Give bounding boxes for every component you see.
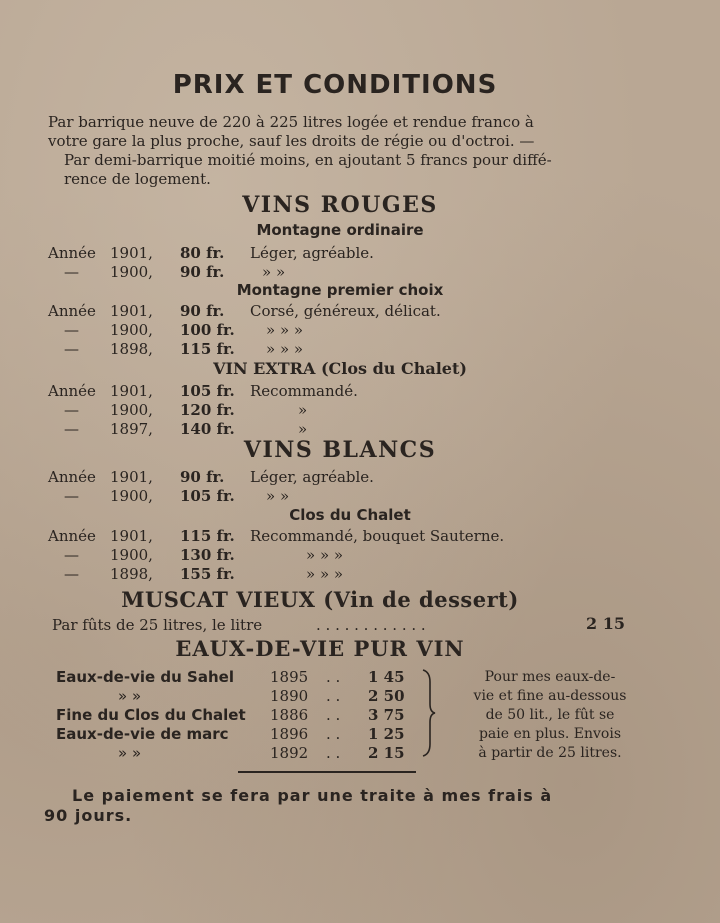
footer-line-1: Le paiement se fera par une traite à mes frais à bbox=[72, 786, 553, 805]
row-year: 1901, bbox=[110, 527, 153, 545]
row-label: Année bbox=[48, 382, 96, 400]
spirit-dots: . . bbox=[326, 687, 341, 705]
spirit-dots: . . bbox=[326, 668, 341, 686]
spirit-dots: . . bbox=[326, 744, 341, 762]
row-price: 100 fr. bbox=[180, 321, 235, 339]
row-note: Recommandé, bouquet Sauterne. bbox=[250, 527, 505, 545]
row-note: Corsé, généreux, délicat. bbox=[250, 302, 441, 320]
row-label: — bbox=[64, 263, 79, 281]
row-label: — bbox=[64, 340, 79, 358]
section-heading-rouges: VINS ROUGES bbox=[242, 192, 438, 218]
row-year: 1898, bbox=[110, 565, 153, 583]
row-note: » » bbox=[262, 263, 286, 281]
row-label: Année bbox=[48, 527, 96, 545]
row-year: 1900, bbox=[110, 401, 153, 419]
brace-icon bbox=[420, 668, 438, 758]
row-label: Année bbox=[48, 244, 96, 262]
spirit-year: 1895 bbox=[270, 668, 309, 686]
spirit-name: Fine du Clos du Chalet bbox=[56, 706, 246, 724]
spirit-name: » » bbox=[118, 687, 142, 705]
spirit-price: 1 25 bbox=[368, 725, 405, 743]
muscat-line: Par fûts de 25 litres, le litre bbox=[52, 616, 263, 634]
side-note-line-3: de 50 lit., le fût se bbox=[485, 707, 615, 723]
side-note-line-4: paie en plus. Envois bbox=[478, 726, 622, 742]
footer-line-2: 90 jours. bbox=[44, 806, 133, 825]
row-note: Recommandé. bbox=[250, 382, 358, 400]
spirit-name: » » bbox=[118, 744, 142, 762]
intro-line-4: rence de logement. bbox=[64, 170, 211, 188]
row-price: 120 fr. bbox=[180, 401, 235, 419]
row-price: 90 fr. bbox=[180, 263, 225, 281]
spirit-dots: . . bbox=[326, 706, 341, 724]
row-note: » bbox=[298, 401, 308, 419]
spirit-price: 1 45 bbox=[368, 668, 405, 686]
row-year: 1900, bbox=[110, 546, 153, 564]
section-heading-blancs: VINS BLANCS bbox=[243, 437, 437, 463]
muscat-price: 2 15 bbox=[586, 614, 625, 633]
muscat-dots: . . . . . . . . . . . . bbox=[316, 616, 426, 634]
row-note: » » » bbox=[266, 321, 304, 339]
row-label: — bbox=[64, 401, 79, 419]
row-label: Année bbox=[48, 468, 96, 486]
subheading-ordinaire: Montagne ordinaire bbox=[256, 221, 424, 239]
row-note: » » » bbox=[306, 565, 344, 583]
row-year: 1900, bbox=[110, 321, 153, 339]
row-price: 155 fr. bbox=[180, 565, 235, 583]
row-price: 115 fr. bbox=[180, 527, 235, 545]
row-price: 90 fr. bbox=[180, 468, 225, 486]
row-price: 80 fr. bbox=[180, 244, 225, 262]
row-label: — bbox=[64, 321, 79, 339]
row-label: — bbox=[64, 546, 79, 564]
row-year: 1898, bbox=[110, 340, 153, 358]
row-note: » » » bbox=[306, 546, 344, 564]
spirit-year: 1886 bbox=[270, 706, 309, 724]
subheading-premier-choix: Montagne premier choix bbox=[236, 281, 444, 299]
row-label: — bbox=[64, 565, 79, 583]
row-label: — bbox=[64, 487, 79, 505]
spirit-year: 1890 bbox=[270, 687, 309, 705]
subheading-clos-du-chalet: Clos du Chalet bbox=[289, 506, 411, 524]
side-note-line-1: Pour mes eaux-de- bbox=[484, 669, 616, 685]
row-year: 1901, bbox=[110, 302, 153, 320]
spirit-year: 1896 bbox=[270, 725, 309, 743]
row-note: Léger, agréable. bbox=[250, 244, 374, 262]
row-year: 1901, bbox=[110, 468, 153, 486]
row-price: 90 fr. bbox=[180, 302, 225, 320]
row-price: 105 fr. bbox=[180, 382, 235, 400]
section-heading-muscat: MUSCAT VIEUX (Vin de dessert) bbox=[121, 587, 519, 612]
spirit-name: Eaux-de-vie de marc bbox=[56, 725, 229, 743]
row-year: 1901, bbox=[110, 244, 153, 262]
row-note: » » bbox=[266, 487, 290, 505]
row-price: 105 fr. bbox=[180, 487, 235, 505]
side-note-line-5: à partir de 25 litres. bbox=[478, 745, 622, 761]
intro-line-2: votre gare la plus proche, sauf les droits de régie ou d'octroi. — bbox=[48, 132, 535, 150]
divider bbox=[238, 771, 416, 773]
page-title: PRIX ET CONDITIONS bbox=[172, 70, 498, 100]
row-year: 1900, bbox=[110, 263, 153, 281]
row-note: Léger, agréable. bbox=[250, 468, 374, 486]
row-note: » bbox=[298, 420, 308, 438]
intro-line-3: Par demi-barrique moitié moins, en ajoutant 5 francs pour diffé- bbox=[64, 151, 552, 169]
intro-line-1: Par barrique neuve de 220 à 225 litres logée et rendue franco à bbox=[48, 113, 534, 131]
subheading-vin-extra: VIN EXTRA (Clos du Chalet) bbox=[213, 359, 467, 378]
row-year: 1901, bbox=[110, 382, 153, 400]
spirit-price: 2 15 bbox=[368, 744, 405, 762]
section-heading-eaux-de-vie: EAUX-DE-VIE PUR VIN bbox=[175, 636, 465, 661]
row-year: 1900, bbox=[110, 487, 153, 505]
row-price: 115 fr. bbox=[180, 340, 235, 358]
spirit-price: 3 75 bbox=[368, 706, 405, 724]
row-note: » » » bbox=[266, 340, 304, 358]
spirit-name: Eaux-de-vie du Sahel bbox=[56, 668, 234, 686]
row-price: 130 fr. bbox=[180, 546, 235, 564]
row-label: — bbox=[64, 420, 79, 438]
row-label: Année bbox=[48, 302, 96, 320]
row-price: 140 fr. bbox=[180, 420, 235, 438]
spirit-price: 2 50 bbox=[368, 687, 405, 705]
spirit-year: 1892 bbox=[270, 744, 309, 762]
row-year: 1897, bbox=[110, 420, 153, 438]
side-note-line-2: vie et fine au-dessous bbox=[473, 688, 627, 704]
spirit-dots: . . bbox=[326, 725, 341, 743]
